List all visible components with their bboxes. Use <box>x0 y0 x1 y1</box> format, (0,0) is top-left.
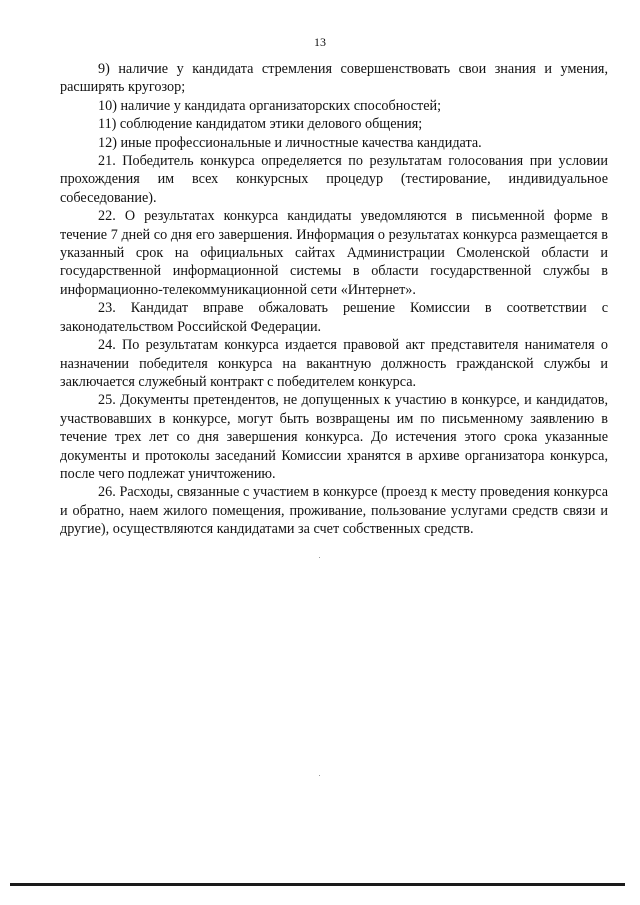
list-item-10: 10) наличие у кандидата организаторских способностей; <box>98 97 442 114</box>
clause-23: 23. Кандидат вправе обжаловать решение Комиссии в соответствии с законодательством Российской Федерации. <box>60 300 608 335</box>
scan-speck <box>319 557 320 558</box>
scan-speck <box>319 775 320 776</box>
clause-24: 24. По результатам конкурса издается правовой акт представителя нанимателя о назначении победителя конкурса на вакантную должность гражданской службы и заключается служебный контракт с победителем конкурса. <box>60 337 608 390</box>
list-item-12: 12) иные профессиональные и личностные качества кандидата. <box>98 134 482 151</box>
page-number: 13 <box>314 35 326 49</box>
clause-22: 22. О результатах конкурса кандидаты уведомляются в письменной форме в течение 7 дней со дня его завершения. Информация о результатах конкурса размещается в указанный срок на официальных сайтах Администрации Смоленской области и государственной информационной системы в области государственной службы в информационно-телекоммуникационной сети «Интернет». <box>60 208 608 298</box>
clause-26: 26. Расходы, связанные с участием в конкурсе (проезд к месту проведения конкурса и обратно, наем жилого помещения, проживание, пользование услугами средств связи и другие), осуществляются кандидатами за счет собственных средств. <box>60 484 608 538</box>
document-body <box>60 60 608 539</box>
list-item-9: 9) наличие у кандидата стремления совершенствовать свои знания и умения, расширять кругозор; <box>60 61 608 96</box>
clause-21: 21. Победитель конкурса определяется по результатам голосования при условии прохождения им всех конкурсных процедур (тестирование, индивидуальное собеседование). <box>60 153 608 206</box>
bottom-scan-edge <box>10 883 625 886</box>
list-item-11: 11) соблюдение кандидатом этики делового общения; <box>98 116 423 133</box>
clause-25: 25. Документы претендентов, не допущенных к участию в конкурсе, и кандидатов, участвовавших в конкурсе, могут быть возвращены им по письменному заявлению в течение трех лет со дня завершения конкурса. До истечения этого срока указанные документы и протоколы заседаний Комиссии хранятся в архиве организатора конкурса, после чего подлежат уничтожению. <box>60 392 608 482</box>
